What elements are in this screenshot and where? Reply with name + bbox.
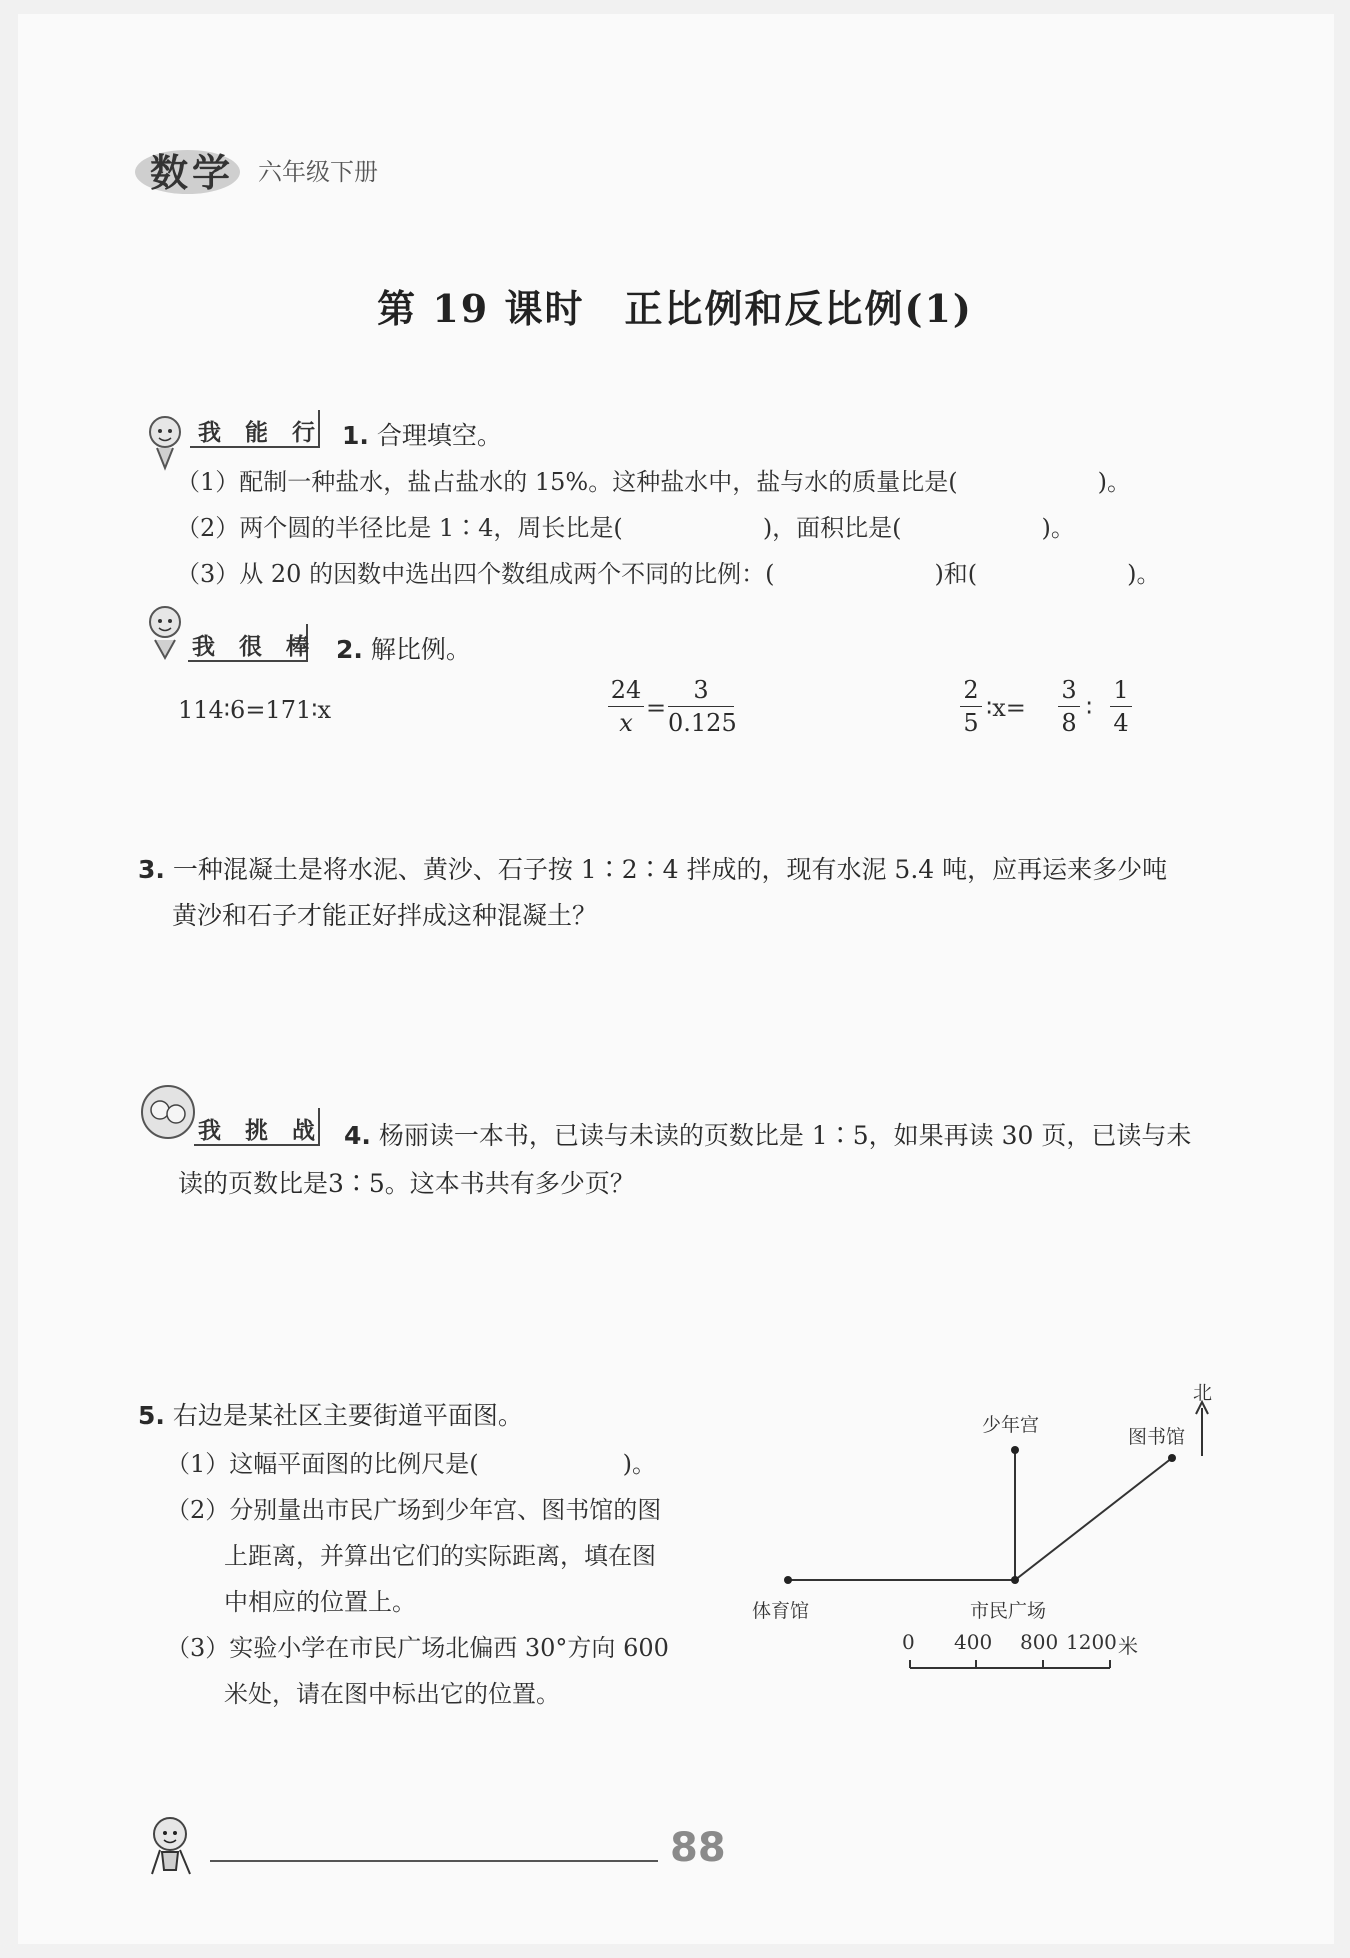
q4-line-1: 4. 杨丽读一本书，已读与未读的页数比是 1∶5，如果再读 30 页，已读与未 xyxy=(344,1121,1192,1150)
q3-line-1: 3. 一种混凝土是将水泥、黄沙、石子按 1∶2∶4 拌成的，现有水泥 5.4 吨，应再运来多少吨 xyxy=(138,855,1168,884)
scale-label-800: 800 xyxy=(1020,1630,1059,1654)
q1-item-2: （2）两个圆的半径比是 1∶4，周长比是( )，面积比是( )。 xyxy=(176,514,1075,542)
q1-item-3: （3）从 20 的因数中选出四个数组成两个不同的比例：( )和( )。 xyxy=(176,560,1161,588)
gym-point xyxy=(784,1576,792,1584)
q5-heading: 5. 右边是某社区主要街道平面图。 xyxy=(138,1401,523,1430)
q1-item-1: （1）配制一种盐水，盐占盐水的 15%。这种盐水中，盐与水的质量比是( )。 xyxy=(176,468,1131,496)
scale-unit-label: 米 xyxy=(1118,1634,1138,1658)
header-grade: 六年级下册 xyxy=(258,158,378,186)
q5-item-1: （1）这幅平面图的比例尺是( )。 xyxy=(166,1450,656,1478)
q2-eq3-colon: ∶ xyxy=(1086,694,1093,722)
footer-mascot-icon xyxy=(140,1812,210,1884)
q2-eq2-fraction-1: 24 x xyxy=(608,676,644,737)
q2-eq3-fraction-1: 2 5 xyxy=(960,676,982,737)
scale-label-0: 0 xyxy=(902,1630,915,1654)
street-line-northeast xyxy=(1015,1458,1172,1580)
lesson-title: 第 19 课时 正比例和反比例(1) xyxy=(377,286,973,331)
q3-number: 3. xyxy=(138,855,165,884)
q2-eq3-fraction-2: 3 8 xyxy=(1058,676,1080,737)
q2-eq3-middle: ∶x= xyxy=(986,694,1026,722)
q2-heading xyxy=(336,630,471,666)
q1-heading xyxy=(342,416,502,452)
q1-number: 1. xyxy=(342,421,369,450)
q5-item-3: （3）实验小学在市民广场北偏西 30°方向 600 xyxy=(166,1634,669,1662)
badge-level1: 我 能 行 xyxy=(198,420,324,446)
map-youth-palace-label: 少年宫 xyxy=(982,1414,1040,1436)
q2-prompt: 解比例。 xyxy=(370,635,471,664)
q2-eq2-equals: = xyxy=(646,694,667,722)
library-point xyxy=(1168,1454,1176,1462)
mascot-icon xyxy=(143,602,189,662)
q1-prompt: 合理填空。 xyxy=(376,421,502,450)
youth-palace-point xyxy=(1011,1446,1019,1454)
q2-number: 2. xyxy=(336,635,363,664)
badge-level2: 我 很 棒 xyxy=(192,634,318,660)
q5-item-2-cont: 上距离，并算出它们的实际距离，填在图 xyxy=(224,1542,656,1570)
q2-eq3-fraction-3: 1 4 xyxy=(1110,676,1132,737)
badge-level3: 我 挑 战 xyxy=(198,1118,324,1144)
q5-item-3-cont: 米处，请在图中标出它的位置。 xyxy=(224,1680,560,1708)
q2-eq2-fraction-2: 3 0.125 xyxy=(668,676,737,737)
q5-number: 5. xyxy=(138,1401,165,1430)
header-subject: 数学 xyxy=(150,151,235,195)
q4-line-2: 读的页数比是3∶5。这本书共有多少页？ xyxy=(178,1169,635,1198)
q2-equation-1: 114∶6=171∶x xyxy=(178,696,332,724)
map-plaza-label: 市民广场 xyxy=(970,1600,1047,1622)
q5-item-2-cont: 中相应的位置上。 xyxy=(224,1588,416,1616)
map-gym-label: 体育馆 xyxy=(752,1600,810,1622)
map-north-label: 北 xyxy=(1193,1382,1213,1404)
q5-item-2: （2）分别量出市民广场到少年宫、图书馆的图 xyxy=(166,1496,662,1524)
mascot-pair-icon xyxy=(140,1084,196,1140)
plaza-point xyxy=(1011,1576,1019,1584)
footer-rule xyxy=(210,1860,658,1862)
q3-line-2: 黄沙和石子才能正好拌成这种混凝土？ xyxy=(172,901,598,930)
scale-label-400: 400 xyxy=(954,1630,993,1654)
q4-number: 4. xyxy=(344,1121,371,1150)
scale-label-1200: 1200 xyxy=(1066,1630,1117,1654)
map-library-label: 图书馆 xyxy=(1128,1426,1186,1448)
page-number: 88 xyxy=(670,1825,726,1871)
